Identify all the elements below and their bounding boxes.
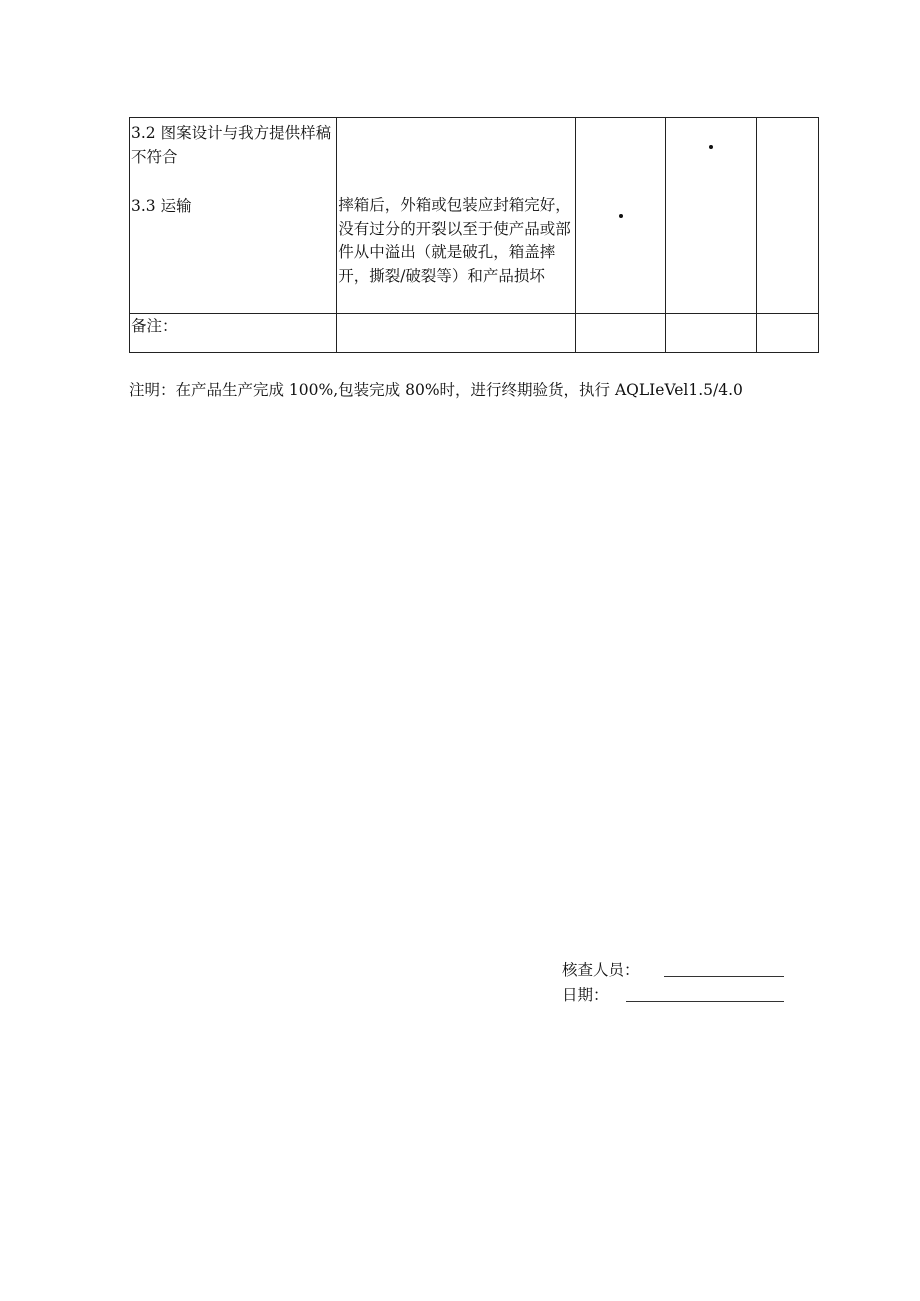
bullet-mark-icon <box>709 145 713 149</box>
item-pattern-design: 3.2 图案设计与我方提供样稿不符合 <box>131 124 332 166</box>
grade-cell-4 <box>666 118 757 314</box>
date-signature-line <box>626 1001 784 1002</box>
grade-cell-3 <box>575 118 666 314</box>
remark-empty-cell <box>666 314 757 353</box>
inspection-note: 注明：在产品生产完成 100%,包装完成 80%时，进行终期验货，执行 AQLIeVel1.5/4.0 <box>129 381 743 399</box>
item-cell <box>130 118 337 314</box>
remark-empty-cell <box>575 314 666 353</box>
grade-cell-5 <box>756 118 818 314</box>
remark-cell <box>130 314 337 353</box>
remark-empty-cell <box>337 314 575 353</box>
table-row <box>130 118 819 314</box>
criterion-cell <box>337 118 575 314</box>
remark-empty-cell <box>756 314 818 353</box>
inspection-table <box>129 117 819 353</box>
inspector-signature-line <box>664 976 784 977</box>
date-label: 日期： <box>562 986 609 1004</box>
bullet-mark-icon <box>619 214 623 218</box>
remark-label: 备注： <box>131 317 178 335</box>
inspector-label: 核查人员： <box>562 961 640 979</box>
item-transport: 3.3 运输 <box>131 197 192 215</box>
criterion-text: 摔箱后，外箱或包装应封箱完好，没有过分的开裂以至于使产品或部件从中溢出（就是破孔，箱盖摔开，撕裂/破裂等）和产品损坏 <box>338 196 571 285</box>
table-row-remark <box>130 314 819 353</box>
